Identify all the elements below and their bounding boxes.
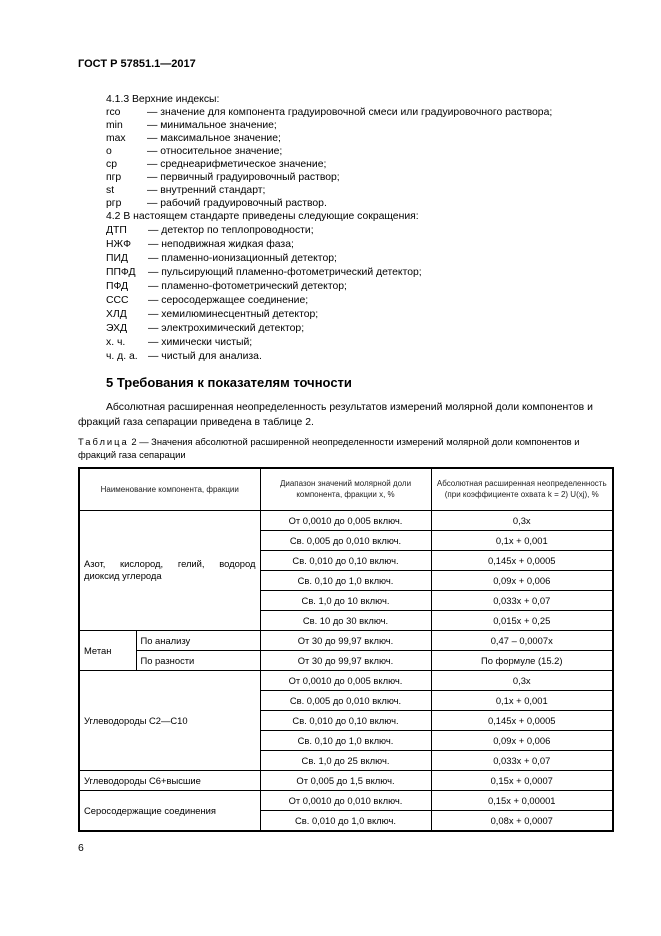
list-item (106, 133, 281, 145)
range-cell: Св. 0,010 до 0,10 включ. (260, 710, 431, 730)
definition: — хемилюминесцентный детектор; (148, 309, 319, 320)
term: ХЛД (106, 309, 127, 320)
definition: — пламенно-фотометрический детектор; (148, 281, 347, 292)
table-row (79, 790, 613, 810)
component-name: Метан (79, 630, 136, 670)
definition: — среднеарифметическое значение; (147, 159, 327, 170)
list-item (106, 337, 252, 349)
range-cell: От 30 до 99,97 включ. (260, 650, 431, 670)
term: max (106, 133, 126, 144)
range-cell: От 0,0010 до 0,005 включ. (260, 670, 431, 690)
uncertainty-cell: 0,47 – 0,0007x (431, 630, 613, 650)
term: rco (106, 107, 121, 118)
definition: — первичный градуировочный раствор; (147, 172, 340, 183)
uncertainty-cell: 0,1x + 0,001 (431, 690, 613, 710)
term: ДТП (106, 225, 127, 236)
table-row (79, 510, 613, 530)
uncertainty-cell: 0,145x + 0,0005 (431, 710, 613, 730)
definition: — химически чистый; (148, 337, 253, 348)
definition: — внутренний стандарт; (147, 185, 266, 196)
uncertainty-cell: 0,015x + 0,25 (431, 610, 613, 630)
list-item (106, 107, 552, 119)
definition: — пульсирующий пламенно-фотометрический детектор; (148, 267, 422, 278)
component-name: Серосодержащие соединения (79, 790, 260, 831)
section-title: 5 Требования к показателям точности (106, 375, 352, 390)
term: cp (106, 159, 117, 170)
section-paragraph (78, 400, 614, 430)
range-cell: Св. 0,10 до 1,0 включ. (260, 570, 431, 590)
term: ПИД (106, 253, 128, 264)
range-cell: От 0,0010 до 0,010 включ. (260, 790, 431, 810)
abbreviations-heading: 4.2 В настоящем стандарте приведены следующие сокращения: (106, 211, 419, 222)
list-item (106, 323, 304, 335)
uncertainty-cell: 0,145x + 0,0005 (431, 550, 613, 570)
definition: — детектор по теплопроводности; (148, 225, 314, 236)
range-cell: Св. 0,010 до 1,0 включ. (260, 810, 431, 831)
list-item (106, 159, 326, 171)
definition: — рабочий градуировочный раствор. (147, 198, 327, 209)
definition: — минимальное значение; (147, 120, 277, 131)
paragraph-text: Абсолютная расширенная неопределенность результатов измерений молярной доли компонентов и фракций газа сепарации приведена в таблице 2. (78, 402, 593, 428)
term: min (106, 120, 123, 131)
term: ЭХД (106, 323, 128, 334)
table-row (79, 650, 613, 670)
list-item (106, 120, 277, 132)
header-range: Диапазон значений молярной доли компонента, фракции x, % (260, 468, 431, 510)
caption-text: 2 — Значения абсолютной расширенной неопределенности измерений молярной доли компонентов и фракций газа сепарации (78, 436, 580, 460)
list-item (106, 253, 337, 265)
uncertainty-table (78, 467, 614, 832)
range-cell: Св. 10 до 30 включ. (260, 610, 431, 630)
term: ПФД (106, 281, 129, 292)
definition: — серосодержащее соединение; (148, 295, 309, 306)
caption-word: Таблица (78, 436, 129, 447)
uncertainty-cell: 0,09x + 0,006 (431, 730, 613, 750)
list-item (106, 295, 308, 307)
table-caption (78, 435, 614, 461)
uncertainty-cell: 0,15x + 0,0007 (431, 770, 613, 790)
component-name: Углеводороды C6+высшие (79, 770, 260, 790)
superscripts-heading: 4.1.3 Верхние индексы: (106, 94, 220, 105)
uncertainty-cell: 0,033x + 0,07 (431, 590, 613, 610)
list-item (106, 146, 282, 158)
definition: — чистый для анализа. (148, 351, 262, 362)
term: х. ч. (106, 337, 126, 348)
list-item (106, 198, 327, 210)
range-cell: От 0,005 до 1,5 включ. (260, 770, 431, 790)
component-name: Углеводороды C2—C10 (79, 670, 260, 770)
table-row (79, 630, 613, 650)
term: ч. д. а. (106, 351, 138, 362)
uncertainty-cell: По формуле (15.2) (431, 650, 613, 670)
list-item (106, 172, 340, 184)
header-component: Наименование компонента, фракции (79, 468, 260, 510)
term: o (106, 146, 112, 157)
uncertainty-cell: 0,15x + 0,00001 (431, 790, 613, 810)
term: st (106, 185, 115, 196)
term: ргр (106, 198, 122, 209)
term: пгр (106, 172, 122, 183)
header-uncertainty: Абсолютная расширенная неопределенность (при коэффициенте охвата k = 2) U(xj), % (431, 468, 613, 510)
range-cell: Св. 0,005 до 0,010 включ. (260, 690, 431, 710)
list-item (106, 309, 318, 321)
range-cell: Св. 0,010 до 0,10 включ. (260, 550, 431, 570)
list-item (106, 281, 347, 293)
definition: — относительное значение; (147, 146, 283, 157)
list-item (106, 225, 314, 237)
list-item (106, 267, 422, 279)
range-cell: Св. 1,0 до 25 включ. (260, 750, 431, 770)
page-number: 6 (78, 843, 84, 854)
range-cell: Св. 0,10 до 1,0 включ. (260, 730, 431, 750)
method-cell: По разности (136, 650, 260, 670)
uncertainty-cell: 0,033x + 0,07 (431, 750, 613, 770)
list-item (106, 239, 294, 251)
list-item (106, 351, 262, 363)
uncertainty-cell: 0,3x (431, 670, 613, 690)
table-row (79, 770, 613, 790)
uncertainty-cell: 0,1x + 0,001 (431, 530, 613, 550)
table-row (79, 670, 613, 690)
document-header: ГОСТ Р 57851.1—2017 (78, 58, 196, 70)
range-cell: Св. 0,005 до 0,010 включ. (260, 530, 431, 550)
method-cell: По анализу (136, 630, 260, 650)
definition: — значение для компонента градуировочной смеси или градуировочного раствора; (147, 107, 553, 118)
component-name: Азот, кислород, гелий, водород диоксид углерода (79, 510, 260, 630)
term: ССС (106, 295, 129, 306)
definition: — максимальное значение; (147, 133, 281, 144)
definition: — неподвижная жидкая фаза; (148, 239, 294, 250)
definition: — электрохимический детектор; (148, 323, 305, 334)
range-cell: От 30 до 99,97 включ. (260, 630, 431, 650)
term: НЖФ (106, 239, 131, 250)
range-cell: Св. 1,0 до 10 включ. (260, 590, 431, 610)
uncertainty-cell: 0,3x (431, 510, 613, 530)
uncertainty-cell: 0,08x + 0,0007 (431, 810, 613, 831)
term: ППФД (106, 267, 136, 278)
definition: — пламенно-ионизационный детектор; (148, 253, 337, 264)
range-cell: От 0,0010 до 0,005 включ. (260, 510, 431, 530)
table-header-row (79, 468, 613, 510)
list-item (106, 185, 265, 197)
uncertainty-cell: 0,09x + 0,006 (431, 570, 613, 590)
